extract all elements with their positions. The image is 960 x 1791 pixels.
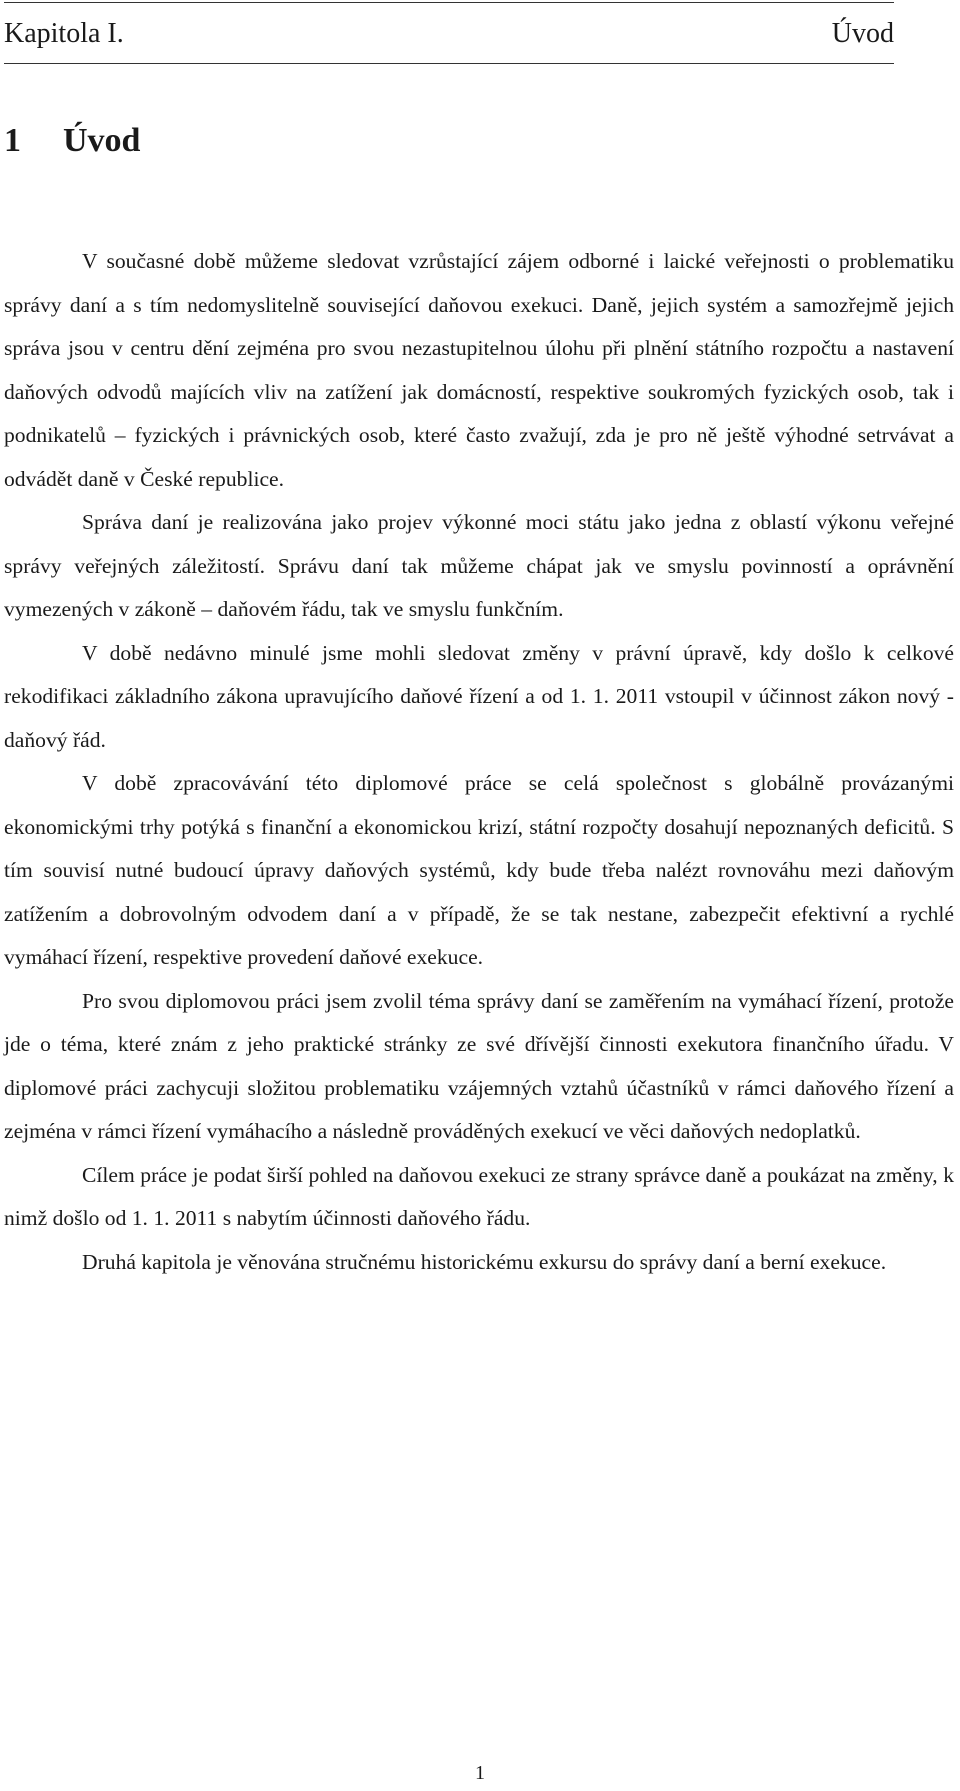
chapter-title: Úvod bbox=[63, 122, 141, 159]
paragraph: Správa daní je realizována jako projev výkonné moci státu jako jedna z oblastí výkonu veřejné správy veřejných záležitostí. Správu daní tak můžeme chápat jak ve smyslu povinností a oprávnění vymezených v zákoně – daňovém řádu, tak ve smyslu funkčním. bbox=[4, 510, 954, 621]
paragraph: V době nedávno minulé jsme mohli sledovat změny v právní úpravě, kdy došlo k celkové rekodifikaci základního zákona upravujícího daňové řízení a od 1. 1. 2011 vstoupil v účinnost zákon nový - daňový řád. bbox=[4, 640, 954, 752]
paragraph: V době zpracovávání této diplomové práce se celá společnost s globálně provázanými ekonomickými trhy potýká s finanční a ekonomickou krizí, státní rozpočty dosahují nepoznaných deficitů. S tím souvisí nutné budoucí úpravy daňových systémů, kdy bude třeba nalézt rovnováhu mezi daňovým zatížením a dobrovolným odvodem daní a v případě, že se tak nestane, zabezpečit efektivní a rychlé vymáhací řízení, respektive provedení daňové exekuce. bbox=[4, 771, 954, 969]
body-text bbox=[4, 240, 954, 1284]
paragraph: Druhá kapitola je věnována stručnému historickému exkursu do správy daní a berní exekuce. bbox=[82, 1249, 887, 1274]
header-chapter-label: Kapitola I. bbox=[4, 18, 124, 49]
running-header bbox=[4, 2, 894, 64]
chapter-number: 1 bbox=[4, 122, 21, 159]
paragraph: V současné době můžeme sledovat vzrůstající zájem odborné i laické veřejnosti o problematiku správy daní a s tím nedomyslitelně související daňovou exekuci. Daně, jejich systém a samozřejmě jejich správa jsou v centru dění zejména pro svou nezastupitelnou úlohu při plnění státního rozpočtu a nastavení daňových odvodů majících vliv na zatížení jak domácností, respektive soukromých fyzických osob, tak i podnikatelů – fyzických i právnických osob, které často zvažují, zda je pro ně ještě výhodné setrvávat a odvádět daně v České republice. bbox=[4, 249, 954, 491]
page-number: 1 bbox=[475, 1762, 485, 1784]
paragraph: Pro svou diplomovou práci jsem zvolil téma správy daní se zaměřením na vymáhací řízení, protože jde o téma, které znám z jeho praktické stránky ze své dřívější činnosti exekutora finančního úřadu. V diplomové práci zachycuji složitou problematiku vzájemných vztahů účastníků v rámci daňového řízení a zejména v rámci řízení vymáhacího a následně prováděných exekucí ve věci daňových nedoplatků. bbox=[4, 988, 954, 1143]
paragraph: Cílem práce je podat širší pohled na daňovou exekuci ze strany správce daně a poukázat na změny, k nimž došlo od 1. 1. 2011 s nabytím účinnosti daňového řádu. bbox=[4, 1162, 954, 1230]
header-section-label: Úvod bbox=[831, 18, 894, 49]
chapter-heading bbox=[4, 122, 140, 160]
